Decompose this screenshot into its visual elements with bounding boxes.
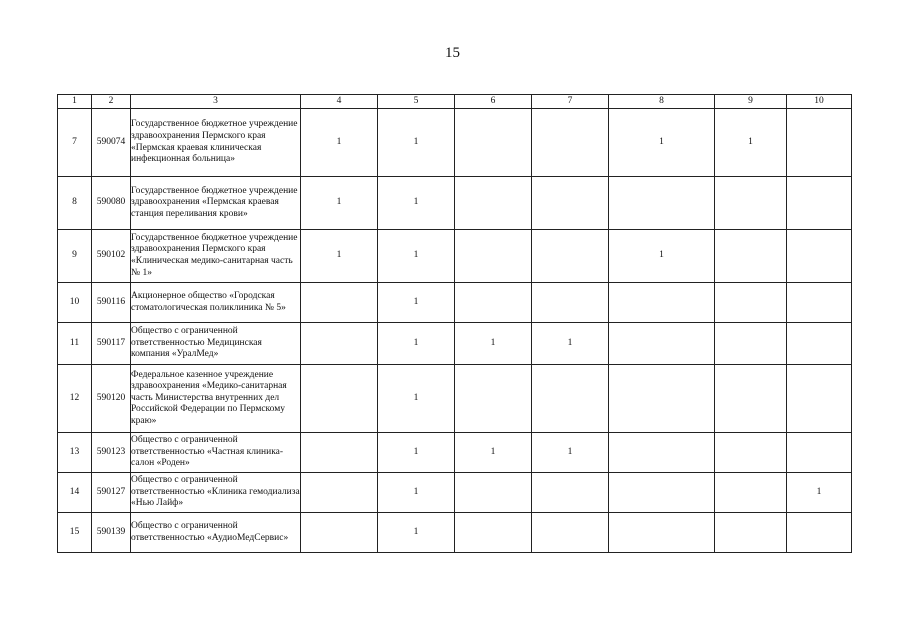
col9-cell (715, 283, 787, 323)
col8-cell (609, 365, 715, 433)
registry-code-cell: 590120 (92, 365, 131, 433)
col4-cell (301, 365, 378, 433)
col8-cell (609, 323, 715, 365)
organization-name-cell: Общество с ограниченной ответственностью «АудиоМедСервис» (131, 513, 301, 553)
registry-code-cell: 590127 (92, 473, 131, 513)
col4-cell (301, 473, 378, 513)
table-row (58, 365, 852, 433)
col10-cell (787, 230, 852, 283)
table-row (58, 323, 852, 365)
col5-cell: 1 (378, 283, 455, 323)
col7-cell (532, 109, 609, 177)
registry-code-cell: 590080 (92, 177, 131, 230)
col10-cell (787, 283, 852, 323)
column-header: 5 (378, 95, 455, 109)
col6-cell (455, 473, 532, 513)
col4-cell: 1 (301, 177, 378, 230)
organization-name-cell: Общество с ограниченной ответственностью «Частная клиника-салон «Роден» (131, 433, 301, 473)
column-header: 2 (92, 95, 131, 109)
column-header: 8 (609, 95, 715, 109)
table-header-row (58, 95, 852, 109)
col7-cell (532, 365, 609, 433)
col5-cell: 1 (378, 365, 455, 433)
col5-cell: 1 (378, 473, 455, 513)
row-number-cell: 14 (58, 473, 92, 513)
table-row (58, 513, 852, 553)
col7-cell (532, 283, 609, 323)
registry-code-cell: 590074 (92, 109, 131, 177)
organization-name-cell: Государственное бюджетное учреждение здравоохранения «Пермская краевая станция переливания крови» (131, 177, 301, 230)
registry-code-cell: 590123 (92, 433, 131, 473)
col10-cell (787, 513, 852, 553)
column-header: 4 (301, 95, 378, 109)
medical-organizations-table (57, 94, 852, 553)
col8-cell (609, 177, 715, 230)
table-row (58, 177, 852, 230)
organization-name-cell: Общество с ограниченной ответственностью «Клиника гемодиализа «Нью Лайф» (131, 473, 301, 513)
registry-code-cell: 590117 (92, 323, 131, 365)
column-header: 9 (715, 95, 787, 109)
col6-cell (455, 283, 532, 323)
table-row (58, 109, 852, 177)
col10-cell: 1 (787, 473, 852, 513)
col6-cell (455, 513, 532, 553)
col8-cell: 1 (609, 230, 715, 283)
col6-cell (455, 109, 532, 177)
row-number-cell: 9 (58, 230, 92, 283)
organization-name-cell: Акционерное общество «Городская стоматологическая поликлиника № 5» (131, 283, 301, 323)
organization-name-cell: Общество с ограниченной ответственностью Медицинская компания «УралМед» (131, 323, 301, 365)
col10-cell (787, 433, 852, 473)
col9-cell (715, 230, 787, 283)
col8-cell: 1 (609, 109, 715, 177)
column-header: 3 (131, 95, 301, 109)
table-row (58, 283, 852, 323)
col4-cell (301, 433, 378, 473)
page-number: 15 (445, 45, 460, 61)
row-number-cell: 7 (58, 109, 92, 177)
col10-cell (787, 365, 852, 433)
col10-cell (787, 323, 852, 365)
col7-cell: 1 (532, 433, 609, 473)
col6-cell (455, 365, 532, 433)
col8-cell (609, 283, 715, 323)
col5-cell: 1 (378, 177, 455, 230)
col8-cell (609, 513, 715, 553)
col9-cell: 1 (715, 109, 787, 177)
column-header: 10 (787, 95, 852, 109)
col10-cell (787, 109, 852, 177)
col7-cell (532, 230, 609, 283)
col9-cell (715, 365, 787, 433)
col6-cell (455, 177, 532, 230)
col4-cell (301, 513, 378, 553)
column-header: 7 (532, 95, 609, 109)
col7-cell (532, 473, 609, 513)
registry-code-cell: 590116 (92, 283, 131, 323)
table-row (58, 473, 852, 513)
col7-cell (532, 177, 609, 230)
col5-cell: 1 (378, 109, 455, 177)
col9-cell (715, 513, 787, 553)
row-number-cell: 15 (58, 513, 92, 553)
col9-cell (715, 323, 787, 365)
col7-cell (532, 513, 609, 553)
col4-cell: 1 (301, 109, 378, 177)
registry-code-cell: 590102 (92, 230, 131, 283)
table-row (58, 433, 852, 473)
col4-cell (301, 323, 378, 365)
col10-cell (787, 177, 852, 230)
row-number-cell: 12 (58, 365, 92, 433)
col7-cell: 1 (532, 323, 609, 365)
table-row (58, 230, 852, 283)
col9-cell (715, 473, 787, 513)
column-header: 6 (455, 95, 532, 109)
col5-cell: 1 (378, 230, 455, 283)
col5-cell: 1 (378, 433, 455, 473)
row-number-cell: 13 (58, 433, 92, 473)
col5-cell: 1 (378, 323, 455, 365)
row-number-cell: 10 (58, 283, 92, 323)
organization-name-cell: Федеральное казенное учреждение здравоохранения «Медико-санитарная часть Министерства внутренних дел Российской Федерации по Пермскому краю» (131, 365, 301, 433)
organization-name-cell: Государственное бюджетное учреждение здравоохранения Пермского края «Пермская краевая клиническая инфекционная больница» (131, 109, 301, 177)
col4-cell (301, 283, 378, 323)
registry-code-cell: 590139 (92, 513, 131, 553)
organization-name-cell: Государственное бюджетное учреждение здравоохранения Пермского края «Клиническая медико-санитарная часть № 1» (131, 230, 301, 283)
col6-cell: 1 (455, 433, 532, 473)
col9-cell (715, 177, 787, 230)
col6-cell (455, 230, 532, 283)
col5-cell: 1 (378, 513, 455, 553)
row-number-cell: 8 (58, 177, 92, 230)
col9-cell (715, 433, 787, 473)
col8-cell (609, 433, 715, 473)
col6-cell: 1 (455, 323, 532, 365)
column-header: 1 (58, 95, 92, 109)
row-number-cell: 11 (58, 323, 92, 365)
col8-cell (609, 473, 715, 513)
col4-cell: 1 (301, 230, 378, 283)
